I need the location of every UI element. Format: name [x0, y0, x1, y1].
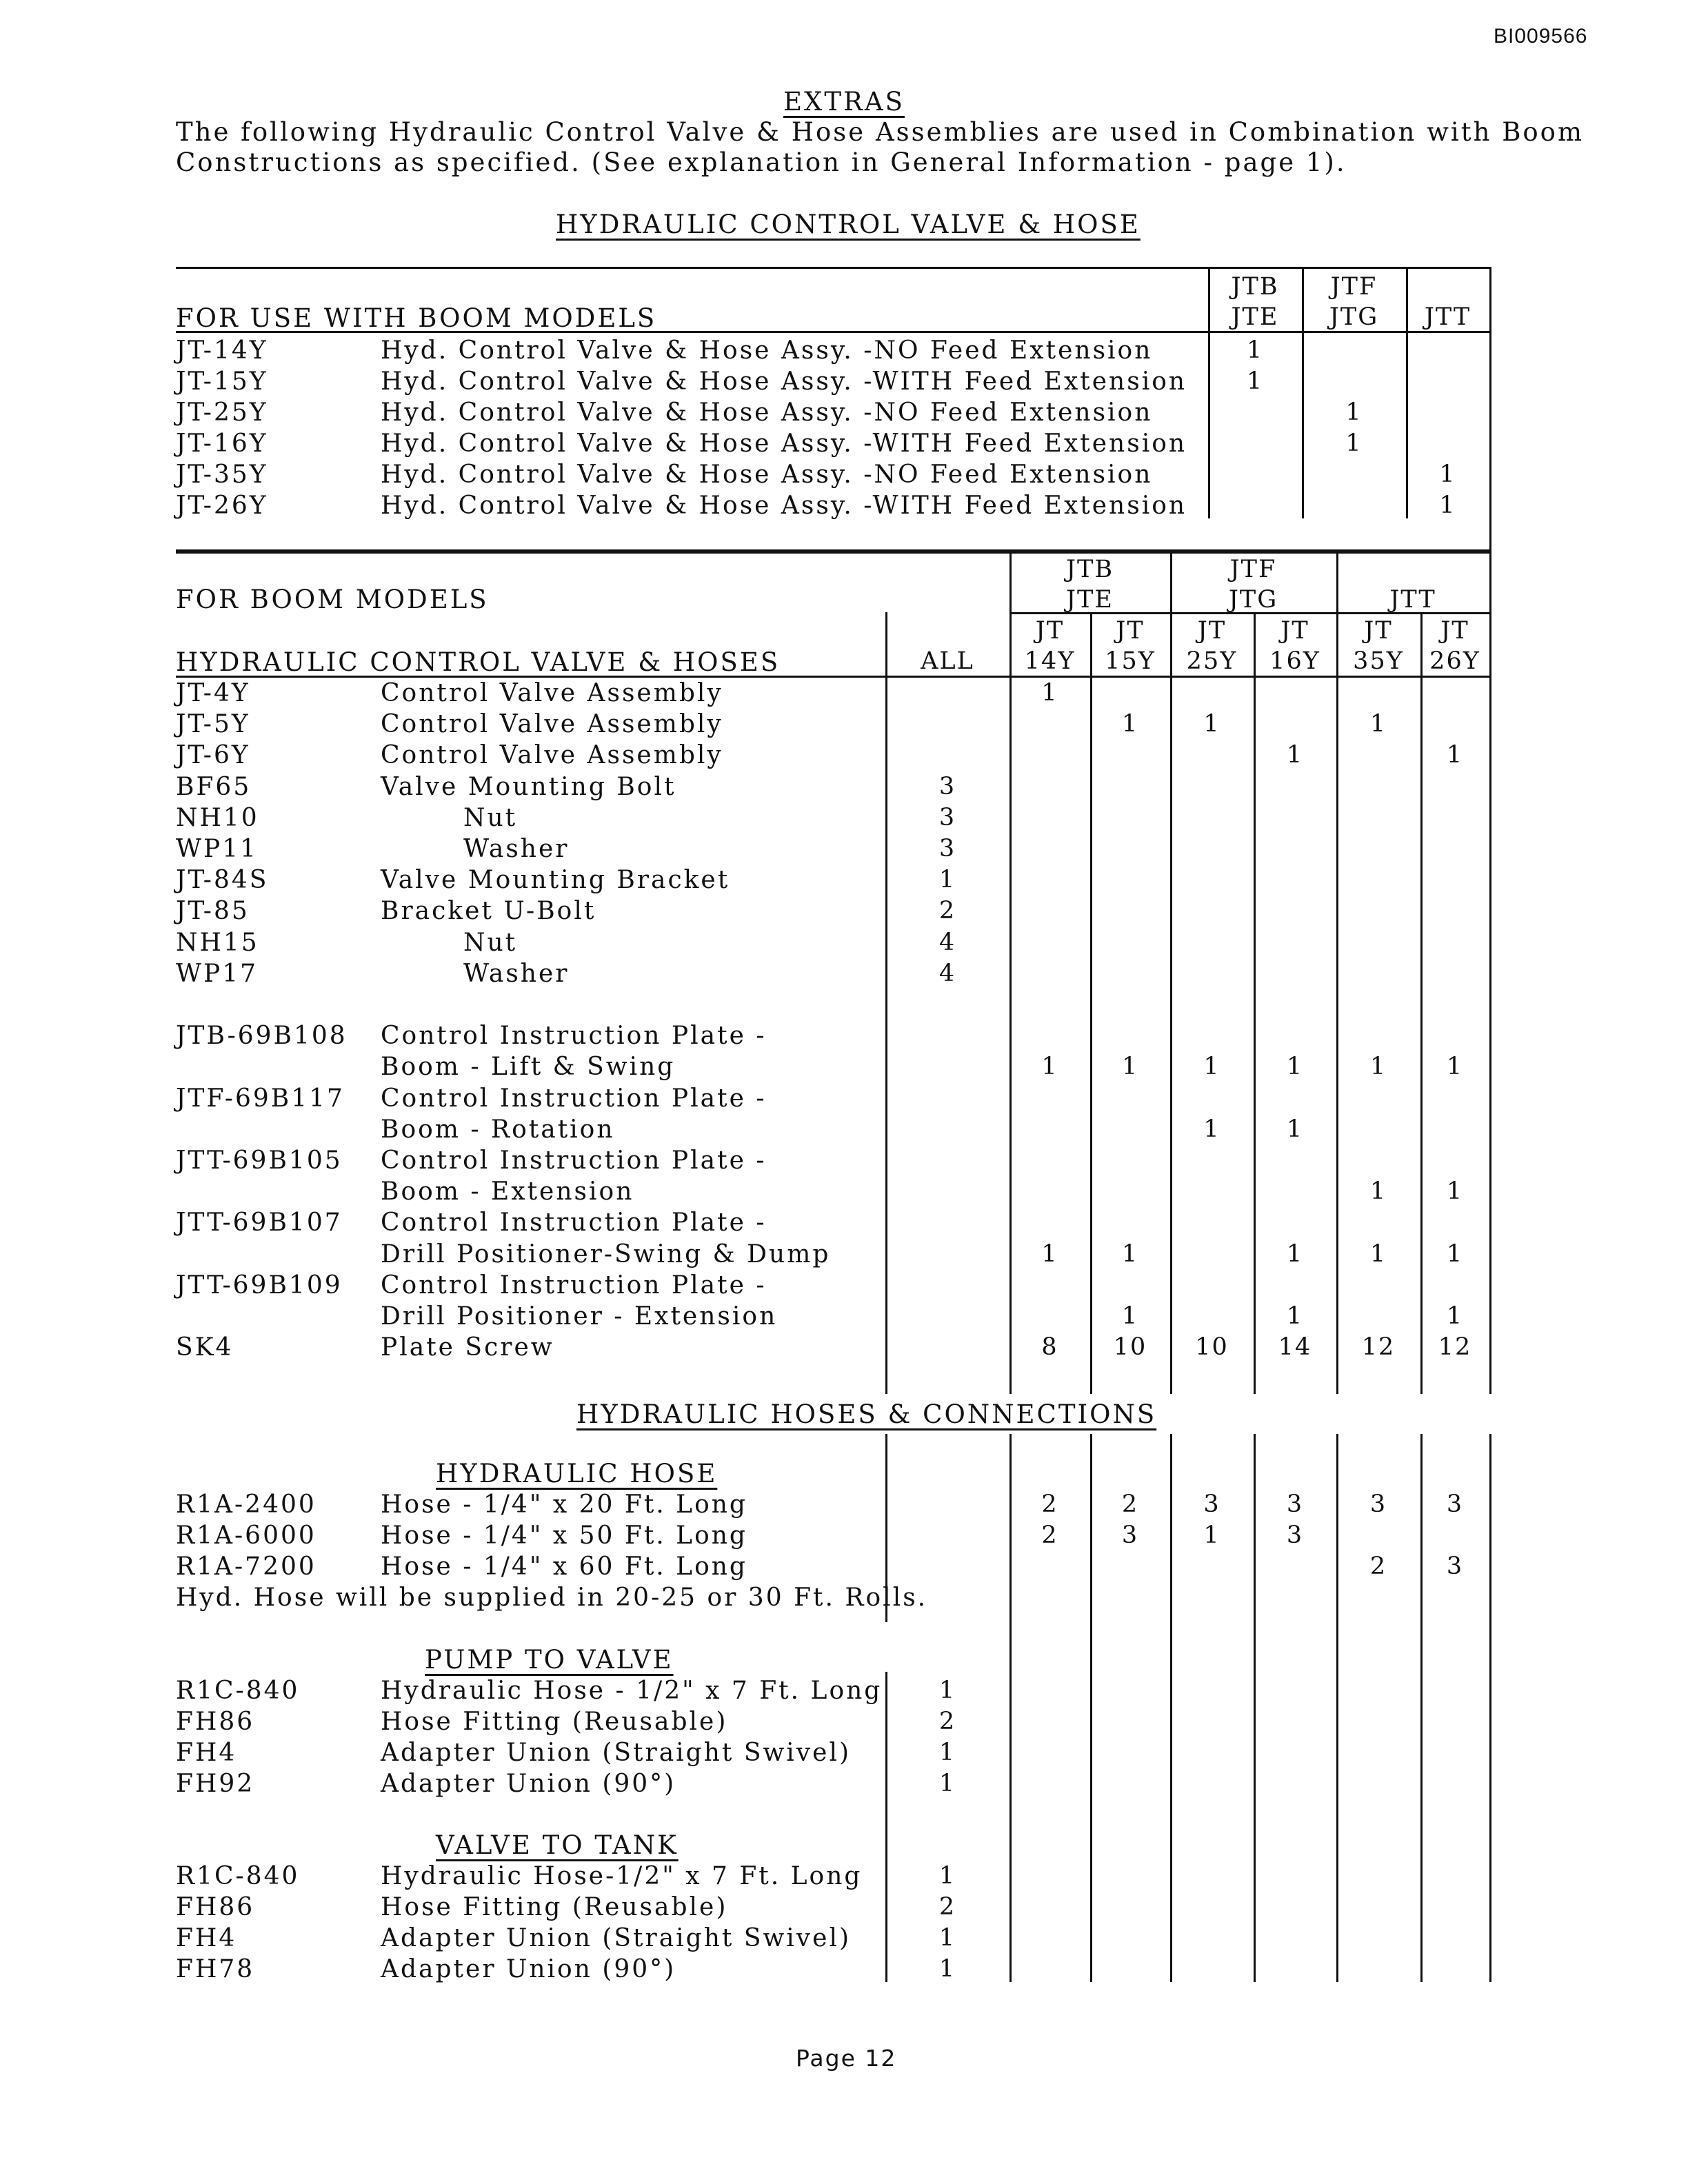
row-quantity: 1: [1121, 1053, 1139, 1081]
table1-row-code: JT-25Y: [176, 398, 268, 427]
component-code: NH10: [176, 803, 259, 832]
row-quantity: 2: [1121, 1490, 1139, 1518]
tank-part-quantity: 1: [938, 1862, 956, 1890]
table1-col-header-top: JTB: [1231, 273, 1279, 301]
table2-col-header-bottom: 26Y: [1429, 647, 1480, 675]
hose-description: Hose - 1/4" x 20 Ft. Long: [381, 1490, 747, 1519]
table2-col-header-top: JT: [1035, 617, 1065, 645]
row-quantity: 1: [1203, 710, 1220, 738]
row-quantity: 1: [1446, 1302, 1464, 1330]
table2-top-rule: [176, 552, 1491, 554]
pump-part-code: FH4: [176, 1739, 237, 1767]
pump-part-description: Hydraulic Hose - 1/2" x 7 Ft. Long: [381, 1677, 883, 1705]
row-quantity: 1: [1446, 1177, 1464, 1206]
component-code: WP17: [176, 959, 259, 988]
table2-column-rule: [1336, 552, 1338, 1394]
component-description: Drill Positioner - Extension: [381, 1302, 778, 1331]
pump-part-quantity: 1: [938, 1677, 956, 1704]
tank-part-description: Hydraulic Hose-1/2" x 7 Ft. Long: [381, 1862, 863, 1890]
row-quantity: 1: [1203, 1521, 1220, 1549]
row-quantity: 2: [1041, 1521, 1058, 1549]
table1-row-description: Hyd. Control Valve & Hose Assy. -NO Feed Extension: [381, 461, 1153, 489]
pump-part-description: Hose Fitting (Reusable): [381, 1708, 728, 1736]
component-all-quantity: 3: [938, 835, 956, 862]
component-description: Control Instruction Plate -: [381, 1022, 767, 1051]
table2-lower-column-rule: [1489, 1434, 1491, 1982]
tank-part-description: Adapter Union (Straight Swivel): [381, 1924, 852, 1952]
table2-column-rule: [1009, 552, 1012, 1394]
table1-row-description: Hyd. Control Valve & Hose Assy. -WITH Feed Extension: [381, 367, 1187, 396]
component-description: Valve Mounting Bolt: [381, 772, 676, 801]
component-description: Washer: [463, 959, 570, 988]
row-quantity: 8: [1041, 1333, 1058, 1362]
component-all-quantity: 4: [938, 928, 956, 956]
table2-col-header-top: JT: [1116, 617, 1145, 645]
component-description: Plate Screw: [381, 1333, 554, 1362]
table1-row-description: Hyd. Control Valve & Hose Assy. -NO Feed Extension: [381, 398, 1153, 427]
pump-part-quantity: 1: [938, 1770, 956, 1797]
component-code: JTT-69B107: [176, 1209, 343, 1237]
table1-col-header-top: JTF: [1330, 273, 1378, 301]
tank-part-code: FH86: [176, 1893, 255, 1921]
table2-col-header-top: JT: [1364, 617, 1393, 645]
component-code: JT-4Y: [176, 679, 250, 707]
table2-column-rule: [1254, 612, 1256, 1394]
row-quantity: 1: [1369, 1240, 1387, 1268]
table2-col-header-bottom: 35Y: [1353, 647, 1404, 675]
pump-part-quantity: 1: [938, 1739, 956, 1766]
table1-row-code: JT-16Y: [176, 429, 268, 458]
page-title: EXTRAS: [783, 87, 905, 117]
row-quantity: 14: [1278, 1333, 1312, 1362]
table1-column-rule: [1489, 267, 1491, 549]
tank-part-code: FH78: [176, 1955, 255, 1983]
table2-col-header-bottom: 14Y: [1024, 647, 1076, 675]
row-quantity: 1: [1286, 1053, 1304, 1081]
hose-note: Hyd. Hose will be supplied in 20-25 or 30 Ft. Rolls.: [176, 1584, 928, 1612]
row-quantity: 10: [1195, 1333, 1229, 1362]
table1-row-code: JT-35Y: [176, 461, 268, 489]
component-description: Valve Mounting Bracket: [381, 866, 730, 895]
component-all-quantity: 4: [938, 959, 956, 987]
table2-group-header-bottom: JTE: [1066, 586, 1114, 614]
component-code: BF65: [176, 772, 252, 801]
component-description: Control Valve Assembly: [381, 710, 723, 739]
pump-part-code: FH86: [176, 1708, 255, 1736]
table2-column-rule: [1170, 552, 1172, 1394]
hose-description: Hose - 1/4" x 50 Ft. Long: [381, 1521, 747, 1550]
table1-row-code: JT-15Y: [176, 367, 268, 396]
table1-row-code: JT-14Y: [176, 336, 268, 365]
component-description: Bracket U-Bolt: [381, 897, 596, 926]
row-quantity: 1: [1121, 1302, 1139, 1330]
table2-col-header-top: JT: [1440, 617, 1469, 645]
component-all-quantity: 2: [938, 897, 956, 925]
pump-part-description: Adapter Union (90°): [381, 1770, 676, 1798]
table2-col-header-bottom: 15Y: [1105, 647, 1156, 675]
component-code: JTB-69B108: [176, 1022, 348, 1051]
row-quantity: 3: [1369, 1490, 1387, 1518]
tank-part-quantity: 2: [938, 1893, 956, 1921]
row-quantity: 2: [1369, 1553, 1387, 1580]
table2-col-header-top: JT: [1280, 617, 1309, 645]
row-quantity: 1: [1446, 1053, 1464, 1081]
tank-part-code: R1C-840: [176, 1862, 300, 1890]
pump-part-code: R1C-840: [176, 1677, 300, 1705]
table2-group-header-top: JTB: [1065, 556, 1114, 583]
intro-line-2: Constructions as specified. (See explanation in General Information - page 1).: [176, 148, 1347, 177]
table2-col-header-top: JT: [1197, 617, 1227, 645]
section-heading-hoses: HYDRAULIC HOSES & CONNECTIONS: [576, 1399, 1157, 1429]
document-id: BI009566: [1494, 25, 1588, 48]
table1-col-header-bottom: JTE: [1231, 303, 1279, 331]
pump-part-code: FH92: [176, 1770, 255, 1798]
hose-code: R1A-6000: [176, 1521, 316, 1550]
component-code: JT-85: [176, 897, 250, 926]
table2-all-column-rule: [885, 612, 887, 1394]
table1-row-quantity: 1: [1439, 492, 1456, 519]
table1-row-code: JT-26Y: [176, 492, 268, 520]
table2-column-rule: [1420, 612, 1423, 1394]
intro-line-1: The following Hydraulic Control Valve & Hose Assemblies are used in Combination with Boom: [176, 117, 1585, 147]
row-quantity: 1: [1369, 1177, 1387, 1206]
row-quantity: 3: [1446, 1553, 1464, 1580]
row-quantity: 3: [1446, 1490, 1464, 1518]
table1-col-header-bottom: JTG: [1329, 303, 1379, 331]
row-quantity: 3: [1286, 1490, 1304, 1518]
valve-to-tank-heading: VALVE TO TANK: [436, 1830, 679, 1860]
row-quantity: 1: [1121, 1240, 1139, 1268]
component-code: WP11: [176, 835, 259, 863]
table1-row-quantity: 1: [1345, 398, 1363, 426]
table2-group-header-bottom: JTG: [1228, 586, 1278, 614]
pump-part-quantity: 2: [938, 1708, 956, 1735]
component-all-quantity: 3: [938, 772, 956, 800]
table2-sublabel: HYDRAULIC CONTROL VALVE & HOSES: [176, 647, 781, 677]
table1-row-quantity: 1: [1439, 461, 1456, 488]
component-description: Boom - Lift & Swing: [381, 1053, 676, 1082]
row-quantity: 1: [1203, 1053, 1220, 1081]
component-code: JT-5Y: [176, 710, 250, 739]
row-quantity: 3: [1203, 1490, 1220, 1518]
component-description: Control Instruction Plate -: [381, 1271, 767, 1300]
hose-code: R1A-7200: [176, 1553, 316, 1581]
row-quantity: 1: [1286, 1240, 1304, 1268]
row-quantity: 1: [1203, 1115, 1220, 1143]
pump-to-valve-heading: PUMP TO VALVE: [425, 1645, 674, 1675]
tank-part-quantity: 1: [938, 1955, 956, 1983]
component-code: SK4: [176, 1333, 234, 1362]
row-quantity: 3: [1286, 1521, 1304, 1549]
tank-part-quantity: 1: [938, 1924, 956, 1952]
component-description: Drill Positioner-Swing & Dump: [381, 1240, 831, 1268]
hose-heading: HYDRAULIC HOSE: [436, 1459, 718, 1488]
row-quantity: 1: [1121, 710, 1139, 738]
table1-row-description: Hyd. Control Valve & Hose Assy. -WITH Feed Extension: [381, 429, 1187, 458]
section-heading-control-valve: HYDRAULIC CONTROL VALVE & HOSE: [556, 210, 1141, 239]
row-quantity: 1: [1286, 1115, 1304, 1143]
row-quantity: 1: [1446, 1240, 1464, 1268]
component-description: Boom - Rotation: [381, 1115, 615, 1144]
component-description: Control Instruction Plate -: [381, 1084, 767, 1113]
tank-part-description: Hose Fitting (Reusable): [381, 1893, 728, 1921]
component-description: Control Valve Assembly: [381, 679, 723, 707]
table1-row-quantity: 1: [1246, 336, 1264, 364]
component-all-quantity: 1: [938, 866, 956, 894]
table1-top-rule: [176, 267, 1491, 269]
table2-column-rule: [1489, 552, 1491, 1394]
component-description: Nut: [463, 803, 518, 832]
row-quantity: 12: [1361, 1333, 1396, 1362]
table1-row-quantity: 1: [1246, 367, 1264, 395]
row-quantity: 3: [1121, 1521, 1139, 1549]
component-code: JTT-69B109: [176, 1271, 343, 1300]
row-quantity: 1: [1369, 1053, 1387, 1081]
table2-group-header-bottom: JTT: [1389, 586, 1436, 614]
table1-row-description: Hyd. Control Valve & Hose Assy. -NO Feed Extension: [381, 336, 1153, 365]
row-quantity: 1: [1286, 1302, 1304, 1330]
tank-part-code: FH4: [176, 1924, 237, 1952]
row-quantity: 1: [1041, 679, 1058, 707]
table1-row-description: Hyd. Control Valve & Hose Assy. -WITH Feed Extension: [381, 492, 1187, 520]
component-code: JT-6Y: [176, 741, 250, 770]
component-description: Control Instruction Plate -: [381, 1146, 767, 1175]
component-description: Washer: [463, 835, 570, 863]
component-code: JTT-69B105: [176, 1146, 343, 1175]
table2-group-header-top: JTF: [1229, 556, 1277, 583]
table2-col-header-bottom: 16Y: [1269, 647, 1320, 675]
table2-label: FOR BOOM MODELS: [176, 585, 489, 614]
table1-label: FOR USE WITH BOOM MODELS: [176, 303, 657, 333]
row-quantity: 10: [1113, 1333, 1147, 1362]
component-code: JTF-69B117: [176, 1084, 345, 1113]
component-code: JT-84S: [176, 866, 269, 895]
component-code: NH15: [176, 928, 259, 957]
row-quantity: 1: [1286, 741, 1304, 769]
table1-row-quantity: 1: [1345, 429, 1363, 457]
row-quantity: 1: [1446, 741, 1464, 769]
component-description: Nut: [463, 928, 518, 957]
row-quantity: 2: [1041, 1490, 1058, 1518]
row-quantity: 1: [1369, 710, 1387, 738]
page-number: Page 12: [796, 2045, 897, 2072]
component-description: Control Instruction Plate -: [381, 1209, 767, 1237]
component-description: Boom - Extension: [381, 1177, 634, 1206]
row-quantity: 12: [1438, 1333, 1472, 1362]
table2-col-header-bottom: 25Y: [1186, 647, 1238, 675]
tank-part-description: Adapter Union (90°): [381, 1955, 676, 1983]
table1-col-header-bottom: JTT: [1424, 303, 1471, 331]
component-description: Control Valve Assembly: [381, 741, 723, 770]
table2-all-header: ALL: [921, 647, 974, 675]
pump-part-description: Adapter Union (Straight Swivel): [381, 1739, 852, 1767]
hose-code: R1A-2400: [176, 1490, 316, 1519]
component-all-quantity: 3: [938, 803, 956, 831]
hose-description: Hose - 1/4" x 60 Ft. Long: [381, 1553, 747, 1581]
row-quantity: 1: [1041, 1053, 1058, 1081]
row-quantity: 1: [1041, 1240, 1058, 1268]
